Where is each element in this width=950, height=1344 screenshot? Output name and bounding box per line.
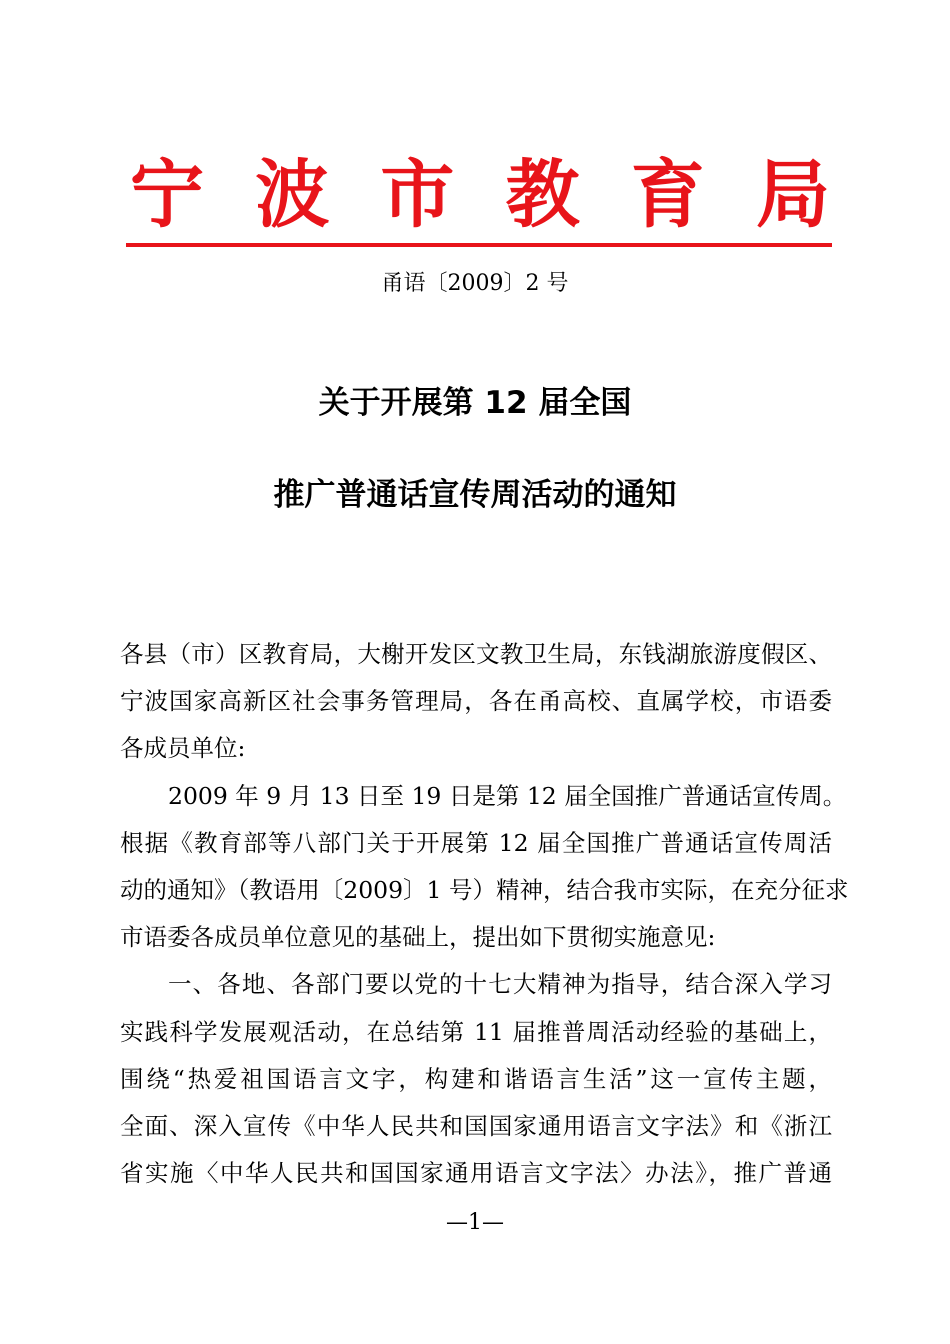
masthead-char: 育 [630, 152, 705, 238]
masthead-char: 波 [255, 152, 330, 238]
masthead-char: 教 [505, 152, 580, 238]
masthead-char: 市 [380, 152, 455, 238]
body-line: 各成员单位: [120, 734, 246, 763]
body-line: 一、各地、各部门要以党的十七大精神为指导，结合深入学习 [168, 970, 832, 999]
title-line-1: 关于开展第 12 届全国 [318, 385, 632, 421]
body-text [120, 631, 849, 1197]
body-line: 省实施〈中华人民共和国国家通用语言文字法〉办法》，推广普通 [120, 1159, 832, 1188]
body-line: 围绕“热爱祖国语言文字，构建和谐语言生活”这一宣传主题， [120, 1064, 832, 1093]
body-line: 各县（市）区教育局，大榭开发区文教卫生局，东钱湖旅游度假区、 [120, 640, 832, 668]
agency-masthead [130, 150, 830, 240]
body-line: 动的通知》（教语用〔2009〕1 号）精神，结合我市实际，在充分征求 [120, 875, 849, 904]
body-line: 全面、深入宣传《中华人民共和国国家通用语言文字法》和《浙江 [120, 1111, 832, 1140]
title-line-2: 推广普通话宣传周活动的通知 [273, 477, 677, 513]
body-line: 市语委各成员单位意见的基础上，提出如下贯彻实施意见: [120, 923, 716, 952]
masthead-char: 宁 [130, 152, 204, 238]
document-number: 甬语〔2009〕2 号 [381, 271, 569, 296]
masthead-char: 局 [755, 152, 830, 238]
page-number: —1— [446, 1210, 504, 1235]
red-header-rule [126, 243, 832, 247]
body-line: 宁波国家高新区社会事务管理局，各在甬高校、直属学校，市语委 [120, 687, 832, 716]
body-line: 实践科学发展观活动，在总结第 11 届推普周活动经验的基础上， [120, 1017, 832, 1046]
body-line: 2009 年 9 月 13 日至 19 日是第 12 届全国推广普通话宣传周。 [168, 781, 847, 810]
body-line: 根据《教育部等八部门关于开展第 12 届全国推广普通话宣传周活 [120, 828, 832, 857]
